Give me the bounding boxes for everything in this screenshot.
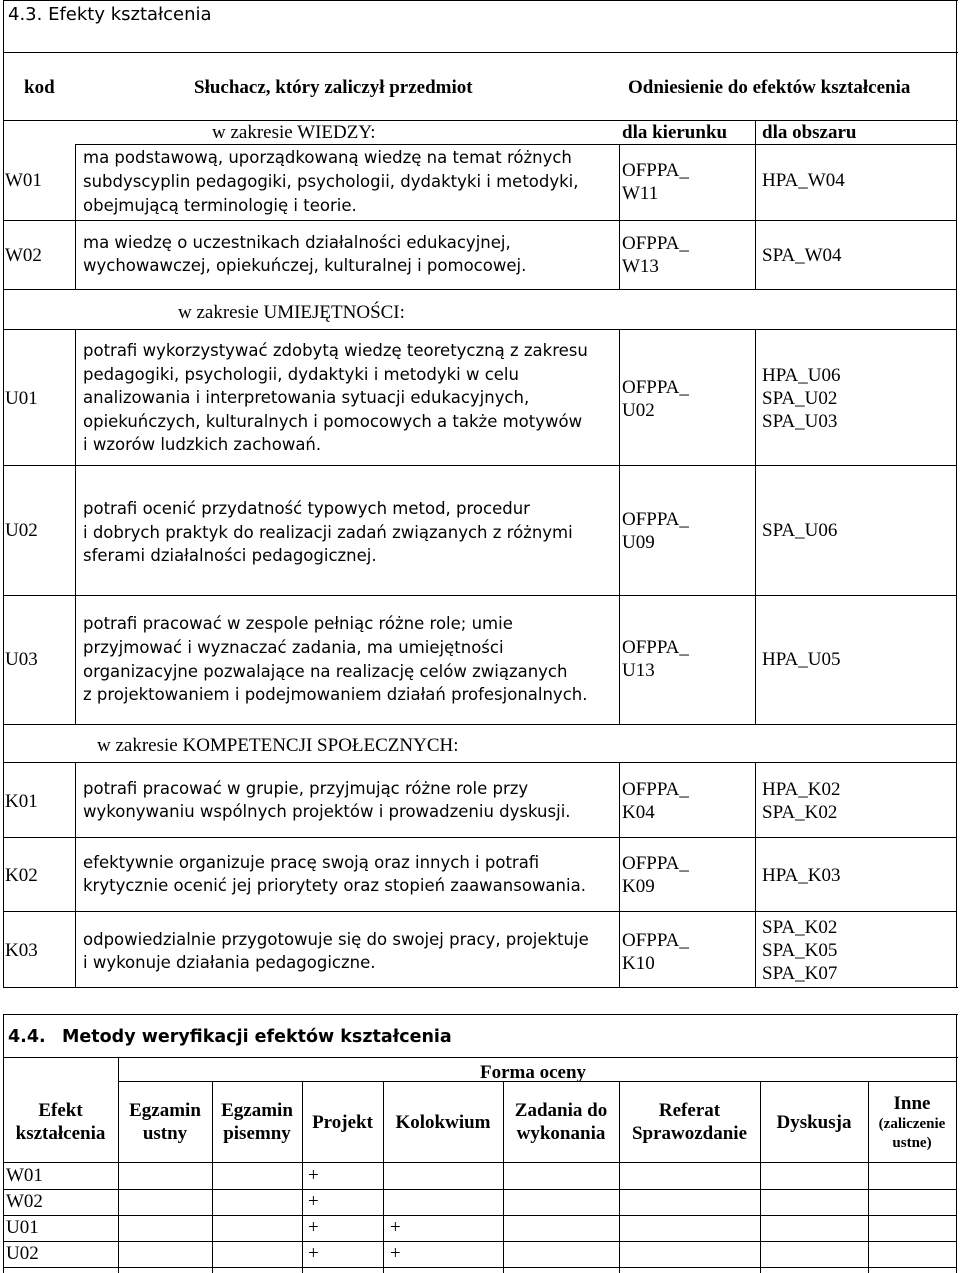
effect-code: K02 bbox=[5, 865, 38, 886]
effect-description bbox=[83, 339, 588, 457]
table-border-right bbox=[956, 1014, 957, 1273]
grid-line bbox=[75, 329, 76, 724]
reference-line: HPA_U06 bbox=[762, 365, 841, 386]
column-header-projekt bbox=[302, 1082, 383, 1162]
effect-description bbox=[83, 778, 571, 823]
reference-line: HPA_K03 bbox=[762, 865, 841, 886]
area-reference bbox=[762, 864, 841, 887]
heading-prefix: w zakresie bbox=[178, 302, 259, 323]
reference-line: SPA_U03 bbox=[762, 411, 838, 432]
reference-line: SPA_K07 bbox=[762, 963, 838, 984]
header-line: ustny bbox=[142, 1123, 188, 1144]
reference-line: W13 bbox=[622, 256, 659, 277]
section-title: 4.3. Efekty kształcenia bbox=[8, 4, 212, 25]
grid-line bbox=[3, 465, 956, 466]
description-line: ma wiedzę o uczestnikach działalności edukacyjnej, bbox=[83, 233, 511, 252]
description-line: potrafi pracować w grupie, przyjmując różne role przy bbox=[83, 779, 529, 798]
description-line: krytycznie ocenić jej priorytety oraz stopień zaawansowania. bbox=[83, 875, 586, 895]
effect-code: K03 bbox=[5, 940, 38, 961]
description-line: efektywnie organizuje pracę swoją oraz innych i potrafi bbox=[83, 853, 540, 872]
table-border-top bbox=[3, 0, 958, 1]
grid-line bbox=[755, 762, 756, 987]
grid-line bbox=[755, 121, 756, 289]
section-heading-kompetencje bbox=[97, 734, 459, 757]
effect-description bbox=[83, 232, 526, 277]
assessment-mark: + bbox=[308, 1217, 319, 1238]
reference-line: HPA_U05 bbox=[762, 649, 841, 670]
reference-line: OFPPA_ bbox=[622, 160, 689, 181]
description-line: opiekuńczych, kulturalnych i pomocowych a także motywów bbox=[83, 411, 583, 431]
reference-line: K09 bbox=[622, 876, 655, 897]
section-heading-umiejetnosci bbox=[178, 301, 405, 324]
reference-line: HPA_W04 bbox=[762, 170, 845, 191]
reference-line: OFPPA_ bbox=[622, 377, 689, 398]
column-header-egzamin-ustny bbox=[118, 1082, 212, 1162]
effect-description bbox=[83, 852, 586, 897]
reference-line: HPA_K02 bbox=[762, 779, 841, 800]
grid-line bbox=[75, 145, 76, 289]
grid-line bbox=[3, 837, 956, 838]
grid-line bbox=[755, 329, 756, 724]
reference-line: SPA_W04 bbox=[762, 245, 842, 266]
description-line: wychowawczej, opiekuńczej, kulturalnej i pomocowej. bbox=[83, 255, 527, 275]
grid-line bbox=[3, 724, 956, 725]
reference-line: U09 bbox=[622, 532, 655, 553]
header-line: Referat bbox=[658, 1100, 721, 1121]
header-line: Kolokwium bbox=[395, 1111, 491, 1133]
column-header-egzamin-pisemny bbox=[212, 1082, 302, 1162]
header-line: Egzamin bbox=[221, 1100, 293, 1121]
grid-line bbox=[3, 289, 956, 290]
area-reference bbox=[762, 519, 837, 542]
column-header-zadania bbox=[503, 1082, 619, 1162]
grid-line bbox=[619, 145, 620, 289]
effect-description bbox=[83, 612, 587, 707]
grid-line bbox=[3, 1241, 956, 1242]
header-line: ustne) bbox=[892, 1134, 932, 1151]
grid-line bbox=[3, 1189, 956, 1190]
heading-prefix: w zakresie bbox=[212, 122, 293, 143]
effect-description bbox=[83, 146, 579, 218]
grid-line bbox=[3, 1267, 956, 1268]
header-line: pisemny bbox=[223, 1123, 291, 1144]
column-header-dyskusja bbox=[760, 1082, 868, 1162]
effect-code: W01 bbox=[5, 170, 42, 191]
reference-line: OFPPA_ bbox=[622, 779, 689, 800]
column-header-inne bbox=[868, 1082, 956, 1162]
header-line: wykonania bbox=[516, 1123, 606, 1144]
grid-line bbox=[3, 1215, 956, 1216]
grid-line bbox=[75, 144, 956, 145]
header-odniesienie: Odniesienie do efektów kształcenia bbox=[628, 77, 911, 98]
header-sluchacz: Słuchacz, który zaliczył przedmiot bbox=[194, 77, 473, 98]
description-line: wykonywaniu wspólnych projektów i prowadzeniu dyskusji. bbox=[83, 801, 571, 821]
reference-line: SPA_K02 bbox=[762, 802, 838, 823]
header-line: (zaliczenie bbox=[878, 1115, 946, 1132]
reference-line: SPA_U06 bbox=[762, 520, 838, 541]
direction-reference bbox=[622, 159, 689, 205]
section-number: 4.4. bbox=[8, 1027, 46, 1047]
direction-reference bbox=[622, 852, 689, 898]
table-border-right bbox=[956, 0, 957, 987]
heading-name: KOMPETENCJI SPOŁECZNYCH: bbox=[182, 735, 459, 756]
table-border-top bbox=[3, 1014, 958, 1015]
grid-line bbox=[75, 762, 76, 987]
header-line: Dyskusja bbox=[776, 1111, 852, 1133]
area-reference bbox=[762, 244, 842, 267]
column-header-efekt bbox=[3, 1082, 118, 1162]
effect-description bbox=[83, 497, 573, 568]
reference-line: OFPPA_ bbox=[622, 853, 689, 874]
grid-line bbox=[3, 911, 956, 912]
header-line: Efekt bbox=[38, 1100, 83, 1121]
description-line: analizowania i interpretowania sytuacji edukacyjnych, bbox=[83, 388, 530, 408]
grid-line bbox=[3, 1162, 956, 1163]
table-border-bottom bbox=[3, 987, 958, 988]
header-line: Egzamin bbox=[129, 1100, 201, 1121]
reference-line: SPA_U02 bbox=[762, 388, 838, 409]
reference-line: SPA_K05 bbox=[762, 940, 838, 961]
reference-line: U02 bbox=[622, 400, 655, 421]
direction-reference bbox=[622, 929, 689, 975]
title-divider bbox=[3, 1057, 958, 1058]
reference-line: U13 bbox=[622, 660, 655, 681]
effect-code: W02 bbox=[5, 245, 42, 266]
description-line: potrafi ocenić przydatność typowych metod, procedur bbox=[83, 499, 530, 518]
description-line: subdyscyplin pedagogiki, psychologii, dydaktyki i metodyki, bbox=[83, 172, 579, 191]
description-line: organizacyjne pozwalające na realizację celów związanych bbox=[83, 661, 568, 681]
heading-prefix: w zakresie bbox=[97, 735, 178, 756]
area-reference bbox=[762, 364, 841, 433]
description-line: potrafi pracować w zespole pełniąc różne role; umie bbox=[83, 614, 513, 633]
column-header-referat bbox=[619, 1082, 760, 1162]
description-line: odpowiedzialnie przygotowuje się do swojej pracy, projektuje bbox=[83, 930, 589, 949]
description-line: i wzorów ludzkich zachowań. bbox=[83, 435, 322, 455]
grid-line bbox=[619, 762, 620, 987]
description-line: pedagogiki, psychologii, dydaktyki i metodyki w celu bbox=[83, 364, 519, 384]
description-line: z projektowaniem i podejmowaniem działań profesjonalnych. bbox=[83, 685, 588, 705]
description-line: obejmującą terminologię i teorie. bbox=[83, 196, 357, 215]
heading-name: WIEDZY: bbox=[297, 122, 376, 143]
effect-code: U03 bbox=[5, 649, 38, 670]
reference-line: K10 bbox=[622, 953, 655, 974]
grid-line bbox=[619, 329, 620, 724]
reference-line: OFPPA_ bbox=[622, 930, 689, 951]
title-divider bbox=[3, 52, 958, 53]
efekt-code: U01 bbox=[6, 1217, 39, 1238]
efekt-code: U02 bbox=[6, 1243, 39, 1264]
reference-line: K04 bbox=[622, 802, 655, 823]
area-reference bbox=[762, 169, 845, 192]
efekt-code: W02 bbox=[6, 1191, 43, 1212]
direction-reference bbox=[622, 232, 689, 278]
description-line: sferami działalności pedagogicznej. bbox=[83, 546, 377, 565]
reference-line: SPA_K02 bbox=[762, 917, 838, 938]
effect-code: U02 bbox=[5, 520, 38, 541]
reference-line: OFPPA_ bbox=[622, 509, 689, 530]
table-border-left bbox=[3, 0, 4, 987]
grid-line bbox=[3, 329, 956, 330]
direction-reference bbox=[622, 508, 689, 554]
forma-oceny-header: Forma oceny bbox=[480, 1062, 587, 1083]
header-line: Sprawozdanie bbox=[631, 1123, 748, 1144]
header-dla-kierunku: dla kierunku bbox=[622, 122, 728, 143]
header-dla-obszaru: dla obszaru bbox=[762, 122, 857, 143]
header-kod: kod bbox=[24, 77, 55, 98]
section-heading-wiedza bbox=[212, 121, 376, 144]
assessment-mark: + bbox=[390, 1243, 401, 1264]
assessment-mark: + bbox=[308, 1165, 319, 1186]
description-line: i wykonuje działania pedagogiczne. bbox=[83, 952, 376, 972]
heading-name: UMIEJĘTNOŚCI: bbox=[263, 302, 405, 323]
header-line: Inne bbox=[893, 1092, 931, 1114]
header-line: Projekt bbox=[312, 1111, 373, 1133]
grid-line bbox=[3, 220, 956, 221]
column-header-kolokwium bbox=[383, 1082, 503, 1162]
area-reference bbox=[762, 648, 841, 671]
effect-code: K01 bbox=[5, 791, 38, 812]
direction-reference bbox=[622, 778, 689, 824]
grid-line bbox=[3, 595, 956, 596]
reference-line: OFPPA_ bbox=[622, 233, 689, 254]
description-line: potrafi wykorzystywać zdobytą wiedzę teoretyczną z zakresu bbox=[83, 341, 588, 360]
assessment-mark: + bbox=[308, 1243, 319, 1264]
efekt-code: W01 bbox=[6, 1165, 43, 1186]
header-line: Zadania do bbox=[514, 1100, 608, 1121]
reference-line: OFPPA_ bbox=[622, 637, 689, 658]
assessment-mark: + bbox=[308, 1191, 319, 1212]
description-line: przyjmować i wyznaczać zadania, ma umiejętności bbox=[83, 637, 504, 657]
area-reference bbox=[762, 916, 837, 985]
area-reference bbox=[762, 778, 841, 824]
effect-code: U01 bbox=[5, 388, 38, 409]
description-line: ma podstawową, uporządkowaną wiedzę na temat różnych bbox=[83, 148, 572, 167]
description-line: i dobrych praktyk do realizacji zadań związanych z różnymi bbox=[83, 522, 573, 542]
effect-description bbox=[83, 929, 589, 974]
direction-reference bbox=[622, 376, 689, 422]
assessment-mark: + bbox=[390, 1217, 401, 1238]
direction-reference bbox=[622, 636, 689, 682]
grid-line bbox=[3, 762, 956, 763]
reference-line: W11 bbox=[622, 183, 659, 204]
header-line: kształcenia bbox=[15, 1123, 106, 1144]
section-title: Metody weryfikacji efektów kształcenia bbox=[62, 1027, 452, 1047]
